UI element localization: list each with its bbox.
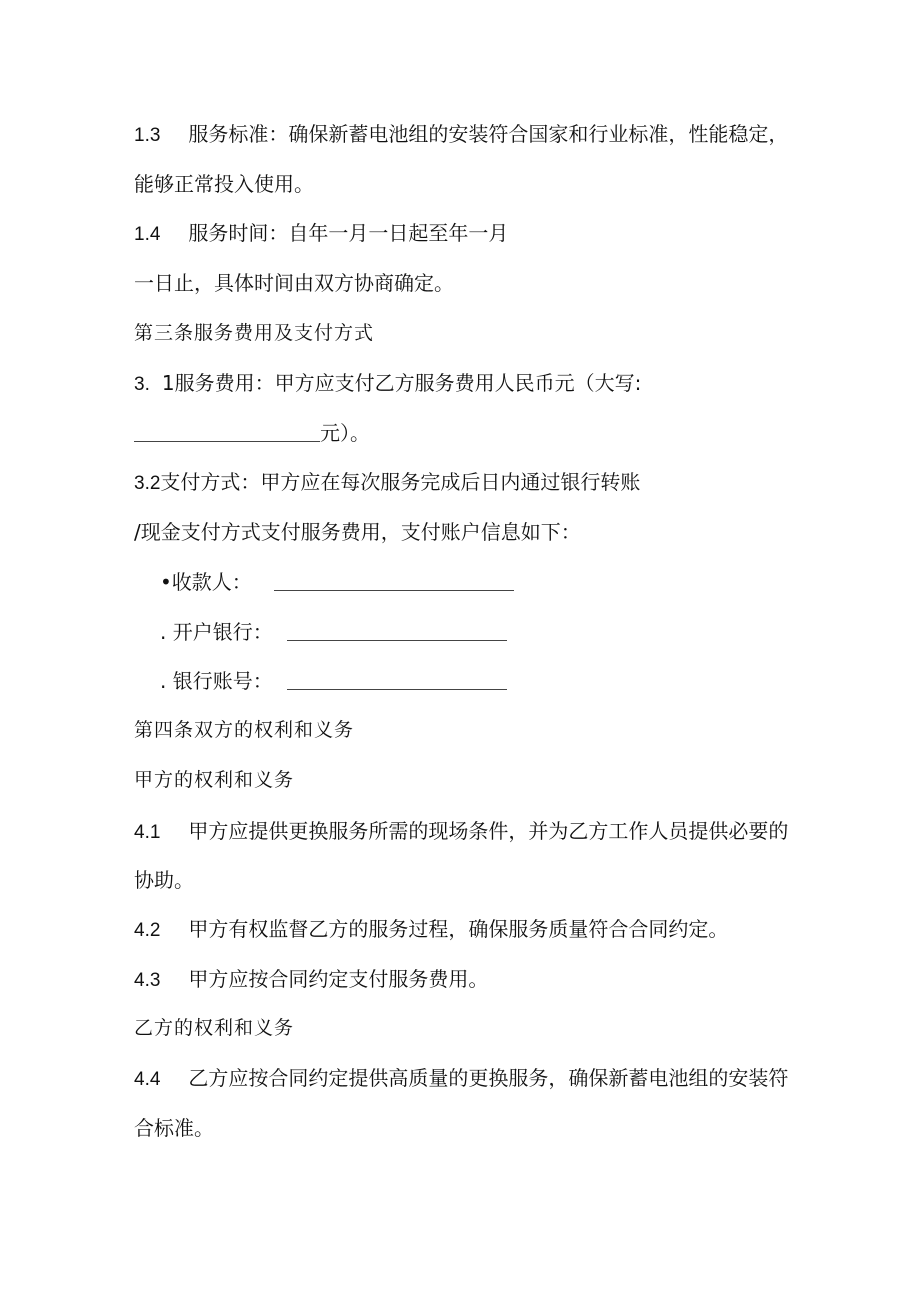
clause-4-3: [134, 966, 488, 994]
clause-4-4-line-1: [134, 1065, 788, 1093]
clause-text: 1服务费用：甲方应支付乙方服务费用人民币元（大写:: [161, 371, 642, 395]
clause-1-3-line-2: 能够正常投入使用。: [134, 172, 314, 196]
clause-number: 4.4: [134, 1069, 161, 1090]
bank-blank: [287, 622, 507, 641]
clause-3-1-line-2: [134, 420, 370, 446]
amount-blank: [134, 423, 320, 442]
article-3-heading: 第三条服务费用及支付方式: [134, 322, 375, 344]
clause-4-2: [134, 916, 728, 944]
account-row: [160, 668, 507, 694]
clause-text: 服务时间：自年一月一日起至年一月: [188, 221, 509, 245]
clause-number: 4.2: [134, 920, 161, 941]
clause-number: 1.4: [134, 224, 161, 245]
payee-row: [160, 569, 514, 595]
clause-number: 3.2: [134, 473, 161, 494]
party-a-heading: 甲方的权利和义务: [134, 769, 295, 791]
account-label: . 银行账号：: [160, 669, 273, 693]
clause-1-4-line-2: 一日止，具体时间由双方协商确定。: [134, 271, 454, 295]
clause-text: 乙方应按合同约定提供高质量的更换服务，确保新蓄电池组的安装符: [188, 1066, 789, 1090]
payee-label: •收款人：: [160, 570, 252, 594]
article-4-heading: 第四条双方的权利和义务: [134, 719, 355, 741]
payee-blank: [274, 572, 514, 591]
account-blank: [287, 671, 507, 690]
clause-text: 服务标准：确保新蓄电池组的安装符合国家和行业标准，性能稳定，: [188, 122, 789, 146]
clause-4-4-line-2: 合标准。: [134, 1116, 214, 1140]
clause-4-1-line-2: 协助。: [134, 868, 194, 892]
clause-text: 支付方式：甲方应在每次服务完成后日内通过银行转账: [160, 470, 641, 494]
clause-4-1-line-1: [134, 818, 788, 846]
bank-row: [160, 619, 507, 645]
clause-text: 甲方应提供更换服务所需的现场条件，并为乙方工作人员提供必要的: [188, 819, 789, 843]
clause-1-4-line-1: [134, 220, 508, 248]
clause-number: 3.: [134, 374, 150, 395]
clause-number: 4.1: [134, 822, 161, 843]
clause-text: 元）。: [320, 421, 370, 445]
clause-3-2-line-1: [134, 469, 640, 497]
party-b-heading: 乙方的权利和义务: [134, 1017, 295, 1039]
clause-text: 甲方有权监督乙方的服务过程，确保服务质量符合合同约定。: [188, 917, 729, 941]
clause-3-1-line-1: [134, 370, 641, 398]
clause-number: 1.3: [134, 125, 161, 146]
clause-1-3-line-1: [134, 121, 788, 149]
clause-number: 4.3: [134, 970, 161, 991]
clause-text: 甲方应按合同约定支付服务费用。: [188, 967, 489, 991]
bank-label: . 开户银行：: [160, 620, 273, 644]
clause-3-2-line-2: /现金支付方式支付服务费用，支付账户信息如下：: [134, 520, 581, 544]
